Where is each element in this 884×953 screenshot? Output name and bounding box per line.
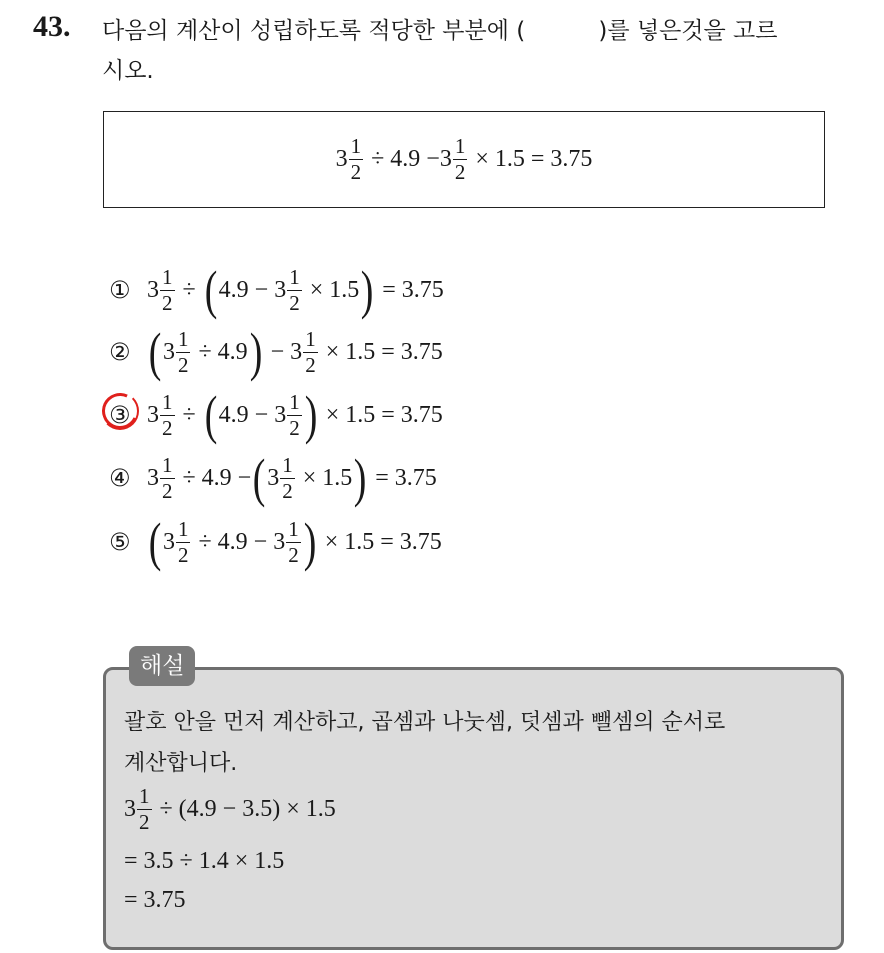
fraction: $\frac{1}{2}$ — [454, 134, 466, 184]
fraction: $\frac{1}{2}$ — [288, 516, 299, 567]
choice-number: ① — [109, 276, 131, 304]
right-paren: ) — [353, 447, 367, 508]
fraction: $\frac{1}{2}$ — [289, 389, 300, 440]
solution-step-3: = 3.75 — [124, 887, 186, 913]
given-equation-box — [103, 111, 825, 208]
right-paren: ) — [303, 511, 316, 572]
fraction: $\frac{1}{2}$ — [162, 389, 173, 440]
choice-expression: 3 $\frac{1}{2}$ ÷ ( 4.9 − 3 $\frac{1}{2}$ ) × 1.5 = 3.75 — [147, 384, 443, 445]
choice-1[interactable] — [109, 259, 444, 320]
choice-number: ③ — [109, 401, 147, 429]
choice-4[interactable] — [109, 447, 437, 508]
question-number: 43. — [33, 10, 71, 43]
left-paren: ( — [252, 447, 266, 508]
fraction: $\frac{1}{2}$ — [305, 326, 316, 377]
solution-tag: 해설 — [129, 646, 195, 686]
right-paren: ) — [360, 259, 374, 320]
fraction: $\frac{1}{2}$ — [282, 452, 293, 503]
whole-number: 3 — [335, 146, 348, 172]
solution-step-2: = 3.5 ÷ 1.4 × 1.5 — [124, 848, 285, 874]
fraction: $\frac{1}{2}$ — [139, 784, 150, 834]
solution-line-1: 괄호 안을 먼저 계산하고, 곱셈과 나눗셈, 덧셈과 뺄셈의 순서로 — [124, 710, 726, 735]
choice-3[interactable] — [109, 384, 443, 445]
equation-part: ÷ 4.9 − — [371, 146, 440, 172]
fraction: $\frac{1}{2}$ — [162, 452, 173, 503]
solution-step-1: 3 $\frac{1}{2}$ ÷ (4.9 − 3.5) × 1.5 — [124, 784, 336, 834]
choice-expression: ( 3 $\frac{1}{2}$ ÷ 4.9 − 3 $\frac{1}{2}$ ) × 1.5 = 3.75 — [148, 511, 442, 572]
choice-5[interactable] — [109, 511, 442, 572]
choice-expression: 3 $\frac{1}{2}$ ÷ ( 4.9 − 3 $\frac{1}{2}$ × 1.5 ) = 3.75 — [147, 259, 444, 320]
left-paren: ( — [148, 321, 162, 382]
left-paren: ( — [148, 511, 162, 572]
fraction: $\frac{1}{2}$ — [289, 264, 300, 315]
left-paren: ( — [204, 259, 217, 320]
choice-number: ④ — [109, 464, 131, 492]
choice-number: ⑤ — [109, 528, 131, 556]
choice-number: ② — [109, 338, 131, 366]
given-equation — [336, 136, 593, 183]
right-paren: ) — [304, 384, 317, 445]
whole-number: 3 — [439, 146, 452, 172]
fraction: $\frac{1}{2}$ — [177, 516, 189, 567]
fraction: $\frac{1}{2}$ — [177, 326, 189, 377]
answer-circle-mark-stroke — [101, 392, 139, 430]
equation-part: × 1.5 = 3.75 — [475, 146, 593, 172]
fraction: $\frac{1}{2}$ — [350, 134, 362, 184]
choice-expression: ( 3 $\frac{1}{2}$ ÷ 4.9 ) − 3 $\frac{1}{2}$ × 1.5 = 3.75 — [148, 321, 443, 382]
question-text-line-2: 시오. — [102, 58, 154, 84]
fraction: $\frac{1}{2}$ — [162, 264, 173, 315]
choice-expression: 3 $\frac{1}{2}$ ÷ 4.9 − ( 3 $\frac{1}{2}$ × 1.5 ) = 3.75 — [147, 447, 437, 508]
choice-2[interactable] — [109, 321, 443, 382]
right-paren: ) — [249, 321, 262, 382]
question-text-line-1: 다음의 계산이 성립하도록 적당한 부분에 ( )를 넣은것을 고르 — [102, 18, 778, 44]
left-paren: ( — [204, 384, 217, 445]
solution-line-2: 계산합니다. — [124, 751, 238, 776]
